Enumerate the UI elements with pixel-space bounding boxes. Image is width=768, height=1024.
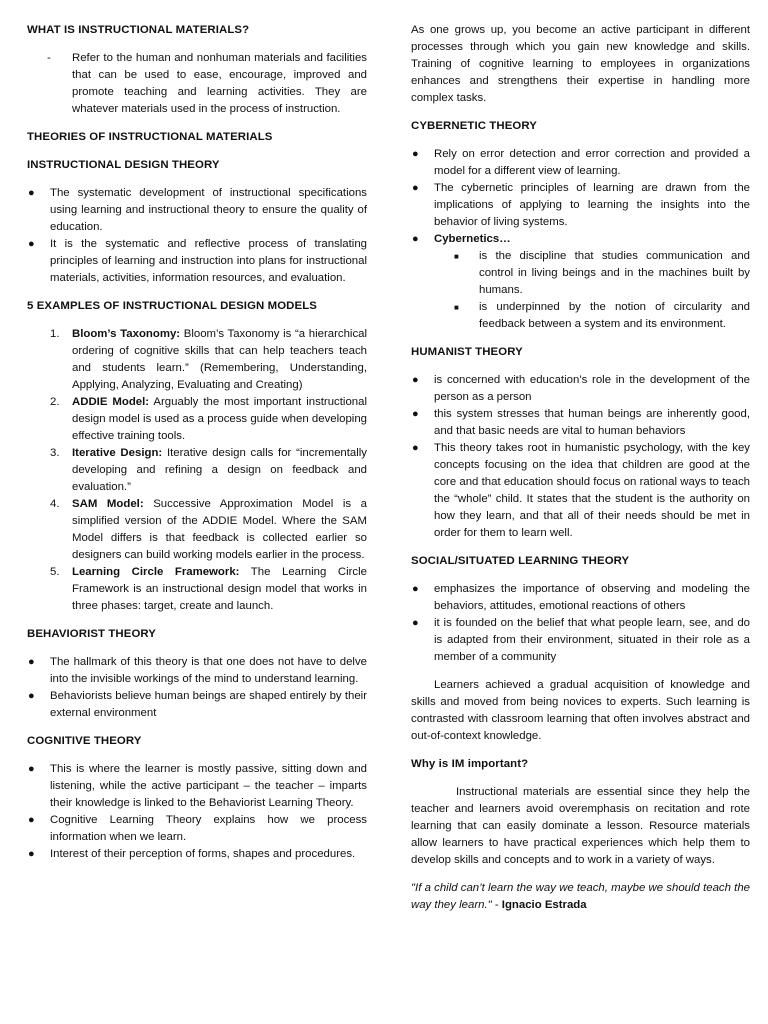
cybernetics-sublist	[434, 248, 750, 333]
list-item: 2. ADDIE Model: Arguably the most important instructional design model is used as a process guide when developing effective training tools.	[50, 396, 367, 442]
heading-cybernetic: CYBERNETIC THEORY	[411, 120, 537, 132]
list-item: ● The hallmark of this theory is that one does not have to delve into the invisible workings of the mind to understand learning.	[28, 656, 367, 685]
list-item: ● This theory takes root in humanistic psychology, with the key concepts focusing on the idea that children are good at the core and that education should focus on rational ways to teach the “whole” child. It states that the student is the authority on how they learn, and that all of their needs should be met in order for them to learn well.	[412, 442, 750, 539]
list-item: - Refer to the human and nonhuman materials and facilities that can be used to ease, encourage, improved and promote teaching and learning activities. They are whatever materials used in the process of instruction.	[47, 52, 367, 115]
list-item: ● Cybernetics… ■ is the discipline that studies communication and control in living beings and in the machines built by humans. ■ is underpinned by the notion of circularity and feedback between a system and its environment.	[411, 231, 750, 333]
heading-behaviorist: BEHAVIORIST THEORY	[27, 628, 157, 640]
list-item: ● The cybernetic principles of learning are drawn from the implications of applying to learning the insights into the behavior of living systems.	[412, 182, 750, 228]
list-item: 4. SAM Model: Successive Approximation Model is a simplified version of the ADDIE Model. Where the SAM Model differs is that feedback is collected earlier so designers can build working models earlier in the process.	[50, 498, 367, 561]
heading-why-important: Why is IM important?	[411, 758, 529, 770]
list-item: 3. Iterative Design: Iterative design calls for “incrementally developing and refining a design on feedback and evaluation.”	[50, 447, 367, 493]
humanist-list	[411, 372, 750, 542]
list-item: ● is concerned with education’s role in the development of the person as a person	[412, 374, 750, 403]
list-item: ● Cognitive Learning Theory explains how we process information when we learn.	[28, 814, 367, 843]
design-theory-list	[27, 185, 367, 287]
quote-author: Ignacio Estrada	[501, 899, 587, 911]
heading-what-is: WHAT IS INSTRUCTIONAL MATERIALS?	[27, 24, 250, 36]
cybernetics-subheading: Cybernetics…	[434, 233, 511, 245]
intro-paragraph: As one grows up, you become an active participant in different processes through which you gain new knowledge and skills. Training of cognitive learning to employees in organizations enhances and strengthens their expertise in handling more complex tasks.	[411, 24, 750, 104]
list-item: 5. Learning Circle Framework: The Learning Circle Framework is an instructional design model that works in three phases: target, create and launch.	[50, 566, 367, 612]
quote-text: "If a child can’t learn the way we teach, maybe we should teach the way they learn."	[411, 882, 750, 911]
list-item: ● It is the systematic and reflective process of translating principles of learning and instruction into plans for instructional materials, activities, information resources, and evaluation.	[28, 238, 367, 284]
heading-social: SOCIAL/SITUATED LEARNING THEORY	[411, 555, 630, 567]
social-paragraph: Learners achieved a gradual acquisition of knowledge and skills and moved from being novices to experts. Such learning is contrasted with classroom learning that often involves abstract and out-of-context knowledge.	[411, 679, 750, 742]
list-item: ● this system stresses that human beings are inherently good, and that basic needs are vital to human behaviors	[412, 408, 750, 437]
behaviorist-list	[27, 654, 367, 722]
left-column	[27, 22, 367, 874]
design-models-list	[27, 326, 367, 615]
quote: "If a child can’t learn the way we teach, maybe we should teach the way they learn." - Ignacio Estrada	[411, 882, 750, 911]
heading-cognitive: COGNITIVE THEORY	[27, 735, 142, 747]
list-item: ■ is underpinned by the notion of circularity and feedback between a system and its environment.	[454, 301, 750, 330]
social-list	[411, 581, 750, 666]
list-item: ● it is founded on the belief that what people learn, see, and do is adapted from their environment, situated in their role as a member of a community	[412, 617, 750, 663]
list-item: ■ is the discipline that studies communication and control in living beings and in the machines built by humans.	[454, 250, 750, 296]
list-item: ● Rely on error detection and error correction and provided a model for a different view of learning.	[412, 148, 750, 177]
cybernetic-list	[411, 146, 750, 333]
list-item: ● The systematic development of instructional specifications using learning and instructional theory to ensure the quality of education.	[28, 187, 367, 233]
heading-design-models: 5 EXAMPLES OF INSTRUCTIONAL DESIGN MODELS	[27, 300, 317, 312]
list-item: ● This is where the learner is mostly passive, sitting down and listening, while the active participant – the teacher – imparts their knowledge is linked to the Behaviorist Learning Theory.	[28, 763, 367, 809]
what-is-list	[27, 50, 367, 118]
list-item: 1. Bloom’s Taxonomy: Bloom’s Taxonomy is “a hierarchical ordering of cognitive skills that can help teachers teach and students learn.” (Remembering, Understanding, Applying, Analyzing, Evaluating and Creating)	[50, 328, 368, 391]
heading-design-theory: INSTRUCTIONAL DESIGN THEORY	[27, 159, 220, 171]
heading-humanist: HUMANIST THEORY	[411, 346, 523, 358]
right-column	[411, 22, 750, 925]
list-item: ● Behaviorists believe human beings are shaped entirely by their external environment	[28, 690, 367, 719]
heading-theories: THEORIES OF INSTRUCTIONAL MATERIALS	[27, 131, 273, 143]
cognitive-list	[27, 761, 367, 863]
list-item: ● Interest of their perception of forms, shapes and procedures.	[28, 848, 356, 860]
why-paragraph: Instructional materials are essential since they help the teacher and learners avoid overemphasis on recitation and rote learning that can easily dominate a lesson. Resource materials allow learners to have practical experiences which help them to develop skills and concepts and to work in a variety of ways.	[411, 786, 750, 866]
list-item: ● emphasizes the importance of observing and modeling the behaviors, attitudes, emotional reactions of others	[412, 583, 750, 612]
